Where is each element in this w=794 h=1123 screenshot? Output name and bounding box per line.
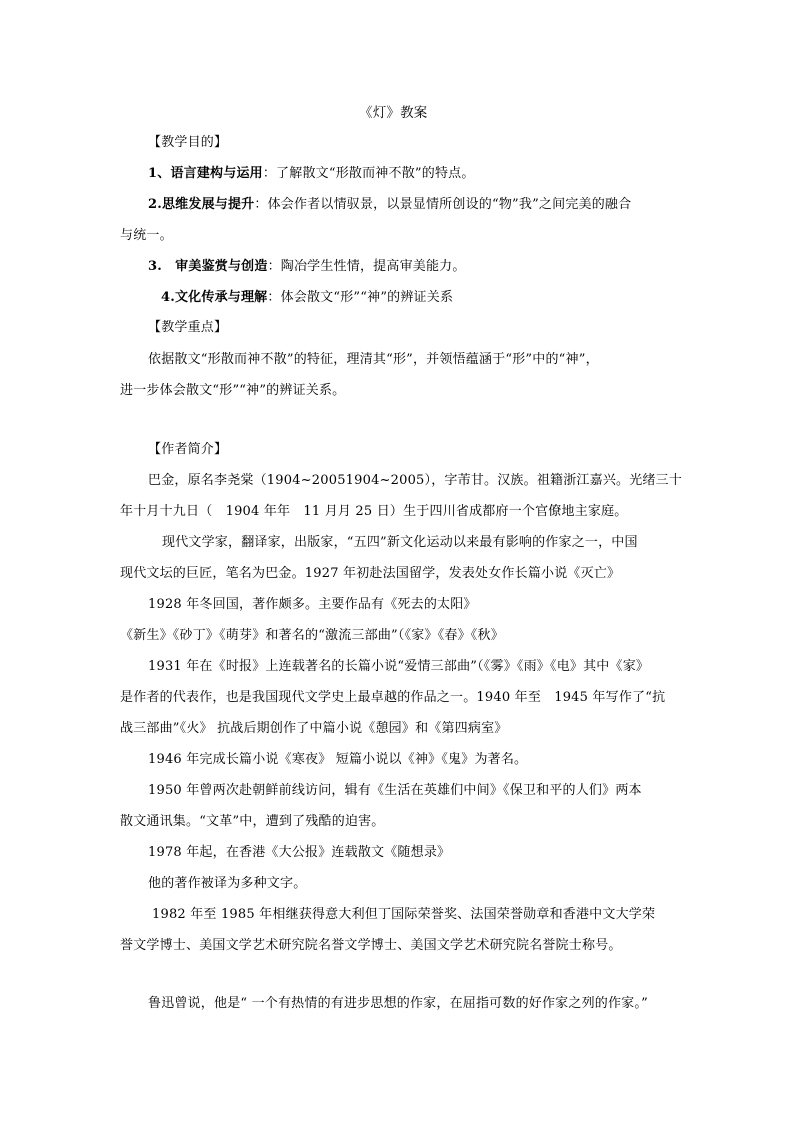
author-p10-line-1: 鲁迅曾说，他是“ 一个有热情的有进步思想的作家，在屈指可数的好作家之列的作家。” — [148, 996, 648, 1011]
author-p9-line-2: 誉文学博士、美国文学艺术研究院名誉文学博士、美国文学艺术研究院名誉院士称号。 — [120, 938, 622, 953]
goals-heading: 【教学目的】 — [148, 135, 228, 150]
author-p6-line-2: 散文通讯集。“文革”中，遭到了残酷的迫害。 — [120, 814, 385, 829]
focus-line-2: 进一步体会散文“形”“神”的辨证关系。 — [120, 383, 346, 398]
goal-item-2-text: ：体会作者以情驭景，以景显情所创设的“物”我”之间完美的融合 — [254, 197, 632, 212]
goal-item-1-label: 1、语言建构与运用 — [148, 166, 263, 181]
goal-item-4-label: 4.文化传承与理解 — [161, 290, 268, 305]
author-p4-line-3: 战三部曲”《火》 抗战后期创作了中篇小说《憩园》和《第四病室》 — [120, 721, 508, 736]
goal-item-1-text: ：了解散文“形散而神不散”的特点。 — [262, 166, 475, 181]
author-p2-line-2: 现代文坛的巨匠，笔名为巴金。1927 年初赴法国留学，发表处女作长篇小说《灭亡》 — [120, 566, 621, 581]
author-p2-line-1: 现代文学家，翻译家，出版家，“五四”新文化运动以来最有影响的作家之一，中国 — [162, 535, 638, 550]
goal-item-2-label: 2.思维发展与提升 — [148, 197, 255, 212]
author-p9-line-1: 1982 年至 1985 年相继获得意大利但丁国际荣誉奖、法国荣誉勋章和香港中文大学荣 — [152, 907, 656, 922]
goal-item-2 — [148, 197, 631, 213]
author-p4-line-1: 1931 年在《时报》上连载著名的长篇小说“爱情三部曲”（《雾》《雨》《电》其中《家》 — [148, 659, 650, 674]
goal-item-4 — [161, 290, 453, 306]
goal-item-4-text: ：体会散文“形”“神”的辨证关系 — [267, 290, 454, 305]
goal-item-1 — [148, 166, 475, 182]
focus-heading: 【教学重点】 — [148, 320, 228, 335]
document-title: 《灯》教案 — [359, 105, 428, 121]
goal-item-2-continuation: 与统一。 — [120, 228, 173, 243]
author-p3-line-2: 《新生》《砂丁》《萌芽》和著名的“激流三部曲”（《家》《春》《秋》 — [120, 628, 504, 643]
author-heading: 【作者简介】 — [148, 442, 228, 457]
goal-item-3 — [148, 259, 466, 275]
author-p5-line-1: 1946 年完成长篇小说《寒夜》 短篇小说以《神》《鬼》为著名。 — [148, 752, 528, 767]
goal-item-3-label: 3. 审美鉴赏与创造 — [148, 259, 268, 274]
author-p6-line-1: 1950 年曾两次赴朝鲜前线访问，辑有《生活在英雄们中间》《保卫和平的人们》两本 — [148, 783, 642, 798]
author-p8-line-1: 他的著作被译为多种文字。 — [148, 876, 307, 891]
author-p4-line-2: 是作者的代表作，也是我国现代文学史上最卓越的作品之一。1940 年至 1945 年写作了“抗 — [120, 690, 666, 705]
author-p7-line-1: 1978 年起，在香港《大公报》连载散文《随想录》 — [148, 845, 451, 860]
author-p3-line-1: 1928 年冬回国，著作颇多。主要作品有《死去的太阳》 — [148, 597, 477, 612]
author-p1-line-2: 年十月十九日（ 1904 年年 11 月月 25 日）生于四川省成都府一个官僚地主家庭。 — [120, 504, 628, 519]
focus-line-1: 依据散文“形散而神不散”的特征，理清其“形”，并领悟蕴涵于“形”中的“神”， — [148, 352, 599, 367]
author-p1-line-1: 巴金，原名李尧棠（1904~20051904~2005），字芾甘。汉族。祖籍浙江嘉兴。光绪三十 — [148, 473, 683, 488]
goal-item-3-text: ：陶冶学生性情，提高审美能力。 — [267, 259, 466, 274]
